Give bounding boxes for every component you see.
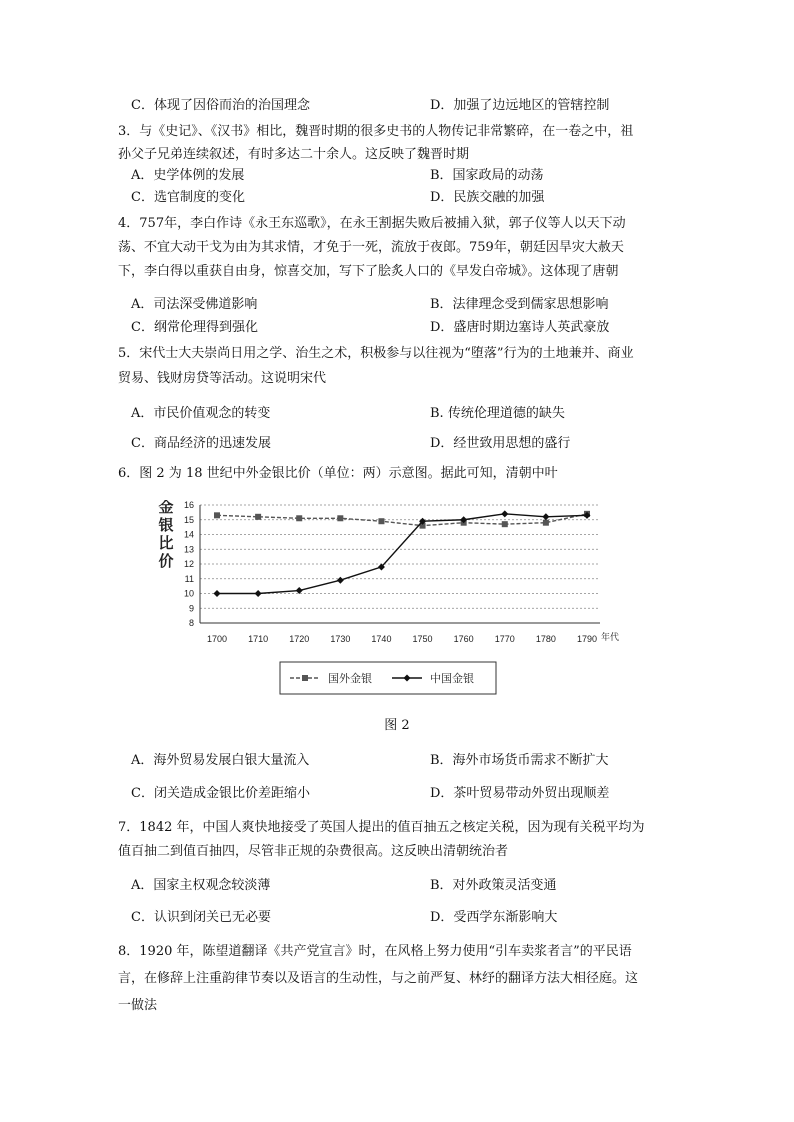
q6-option-a: A．海外贸易发展白银大量流入 (131, 753, 310, 768)
x-tick-label: 1770 (494, 634, 515, 644)
q2-option-d: D．加强了边远地区的管辖控制 (430, 98, 610, 113)
y-tick-label: 16 (183, 500, 194, 510)
x-tick-label: 1750 (412, 634, 433, 644)
chart-legend (280, 662, 496, 694)
legend-label: 国外金银 (328, 673, 372, 685)
data-point (255, 514, 261, 520)
x-tick-label: 1710 (248, 634, 269, 644)
data-point (378, 518, 384, 524)
data-point (214, 590, 221, 597)
data-point (296, 515, 302, 521)
q5-option-c: C．商品经济的迅速发展 (131, 436, 271, 451)
q5-option-b: B. 传统伦理道德的缺失 (430, 406, 565, 421)
q8-stem-line: 言，在修辞上注重韵律节奏以及语言的生动性，与之前严复、林纾的翻译方法大相径庭。这 (118, 971, 639, 986)
y-tick-label: 12 (183, 559, 194, 569)
data-point (214, 512, 220, 518)
q3-option-c: C．选官制度的变化 (131, 190, 245, 205)
x-tick-label: 1790 (576, 634, 598, 644)
q7-stem-line: 7．1842 年，中国人爽快地接受了英国人提出的值百抽五之核定关税，因为现有关税平均为 (118, 820, 645, 835)
data-point (337, 515, 343, 521)
q7-option-a: A．国家主权观念较淡薄 (131, 878, 271, 893)
q7-option-d: D．受西学东渐影响大 (430, 910, 558, 925)
x-tick-label: 1740 (371, 634, 392, 644)
q6-option-b: B．海外市场货币需求不断扩大 (430, 753, 609, 768)
q4-stem-line: 下，李白得以重获自由身，惊喜交加，写下了脍炙人口的《早发白帝城》。这体现了唐朝 (118, 264, 619, 279)
q7-option-b: B．对外政策灵活变通 (430, 878, 557, 893)
q6-option-c: C．闭关造成金银比价差距缩小 (131, 786, 310, 801)
y-tick-label: 15 (183, 514, 194, 525)
data-point (501, 510, 508, 517)
q4-stem-line: 荡、不宜大动干戈为由为其求情，才免于一死，流放于夜郎。759年，朝廷因旱灾大赦天 (118, 240, 624, 255)
chart-series (214, 510, 591, 597)
x-tick-label: 1720 (289, 634, 310, 644)
y-tick-label: 11 (184, 573, 194, 584)
q5-option-d: D．经世致用思想的盛行 (430, 436, 571, 451)
q3-option-a: A．史学体例的发展 (131, 168, 245, 183)
y-tick-label: 8 (188, 618, 194, 628)
data-point (502, 521, 508, 527)
y-tick-label: 14 (183, 529, 194, 540)
q6-option-d: D．茶叶贸易带动外贸出现顺差 (430, 786, 610, 801)
x-tick-label: 1700 (206, 634, 228, 644)
q4-option-a: A．司法深受佛道影响 (131, 297, 258, 312)
q2-option-c: C．体现了因俗而治的治国理念 (131, 98, 310, 113)
data-point (337, 577, 344, 584)
legend-label: 中国金银 (430, 673, 474, 685)
q4-option-d: D．盛唐时期边塞诗人英武豪放 (430, 320, 610, 335)
x-tick-label: 1780 (535, 634, 556, 644)
y-axis-label: 金银比价 (158, 500, 174, 570)
data-point (255, 590, 262, 597)
data-point (296, 587, 303, 594)
x-axis-label: 年代 (600, 632, 620, 642)
q5-stem-line: 5．宋代士大夫崇尚日用之学、治生之术，积极参与以往视为“堕落”行为的土地兼并、商业 (118, 346, 634, 361)
q3-option-b: B．国家政局的动荡 (430, 168, 544, 183)
y-tick-label: 10 (183, 588, 194, 599)
q5-option-a: A．市民价值观念的转变 (131, 406, 271, 421)
q7-stem-line: 值百抽二到值百抽四，尽管非正规的杂费很高。这反映出清朝统治者 (118, 844, 509, 859)
q8-stem-line: 一做法 (118, 998, 158, 1013)
figure-caption: 图 2 (384, 718, 410, 733)
q4-option-c: C．纲常伦理得到强化 (131, 320, 258, 335)
data-point (543, 520, 549, 526)
q3-stem-line: 3．与《史记》、《汉书》相比，魏晋时期的很多史书的人物传记非常繁碎，在一卷之中，祖 (118, 124, 634, 139)
x-tick-label: 1730 (330, 634, 351, 644)
gold-silver-ratio-chart (152, 500, 622, 710)
q5-stem-line: 贸易、钱财房贷等活动。这说明宋代 (118, 371, 327, 386)
data-point (542, 513, 549, 520)
q4-stem-line: 4．757年，李白作诗《永王东巡歌》，在永王割据失败后被捕入狱，郭子仪等人以天下动 (118, 216, 626, 231)
q6-stem-line: 6．图 2 为 18 世纪中外金银比价（单位：两）示意图。据此可知，清朝中叶 (118, 466, 558, 481)
y-tick-label: 9 (188, 603, 194, 614)
y-tick-label: 13 (183, 544, 194, 555)
q8-stem-line: 8．1920 年，陈望道翻译《共产党宣言》时，在风格上努力使用“引车卖浆者言”的平民语 (118, 944, 632, 959)
series-line (217, 514, 587, 594)
q7-option-c: C．认识到闭关已无必要 (131, 910, 271, 925)
x-tick-label: 1760 (453, 634, 474, 644)
q3-stem-line: 孙父子兄弟连续叙述，有时多达二十余人。这反映了魏晋时期 (118, 147, 470, 162)
legend-marker (302, 675, 308, 681)
q4-option-b: B．法律理念受到儒家思想影响 (430, 297, 609, 312)
q3-option-d: D．民族交融的加强 (430, 190, 545, 205)
